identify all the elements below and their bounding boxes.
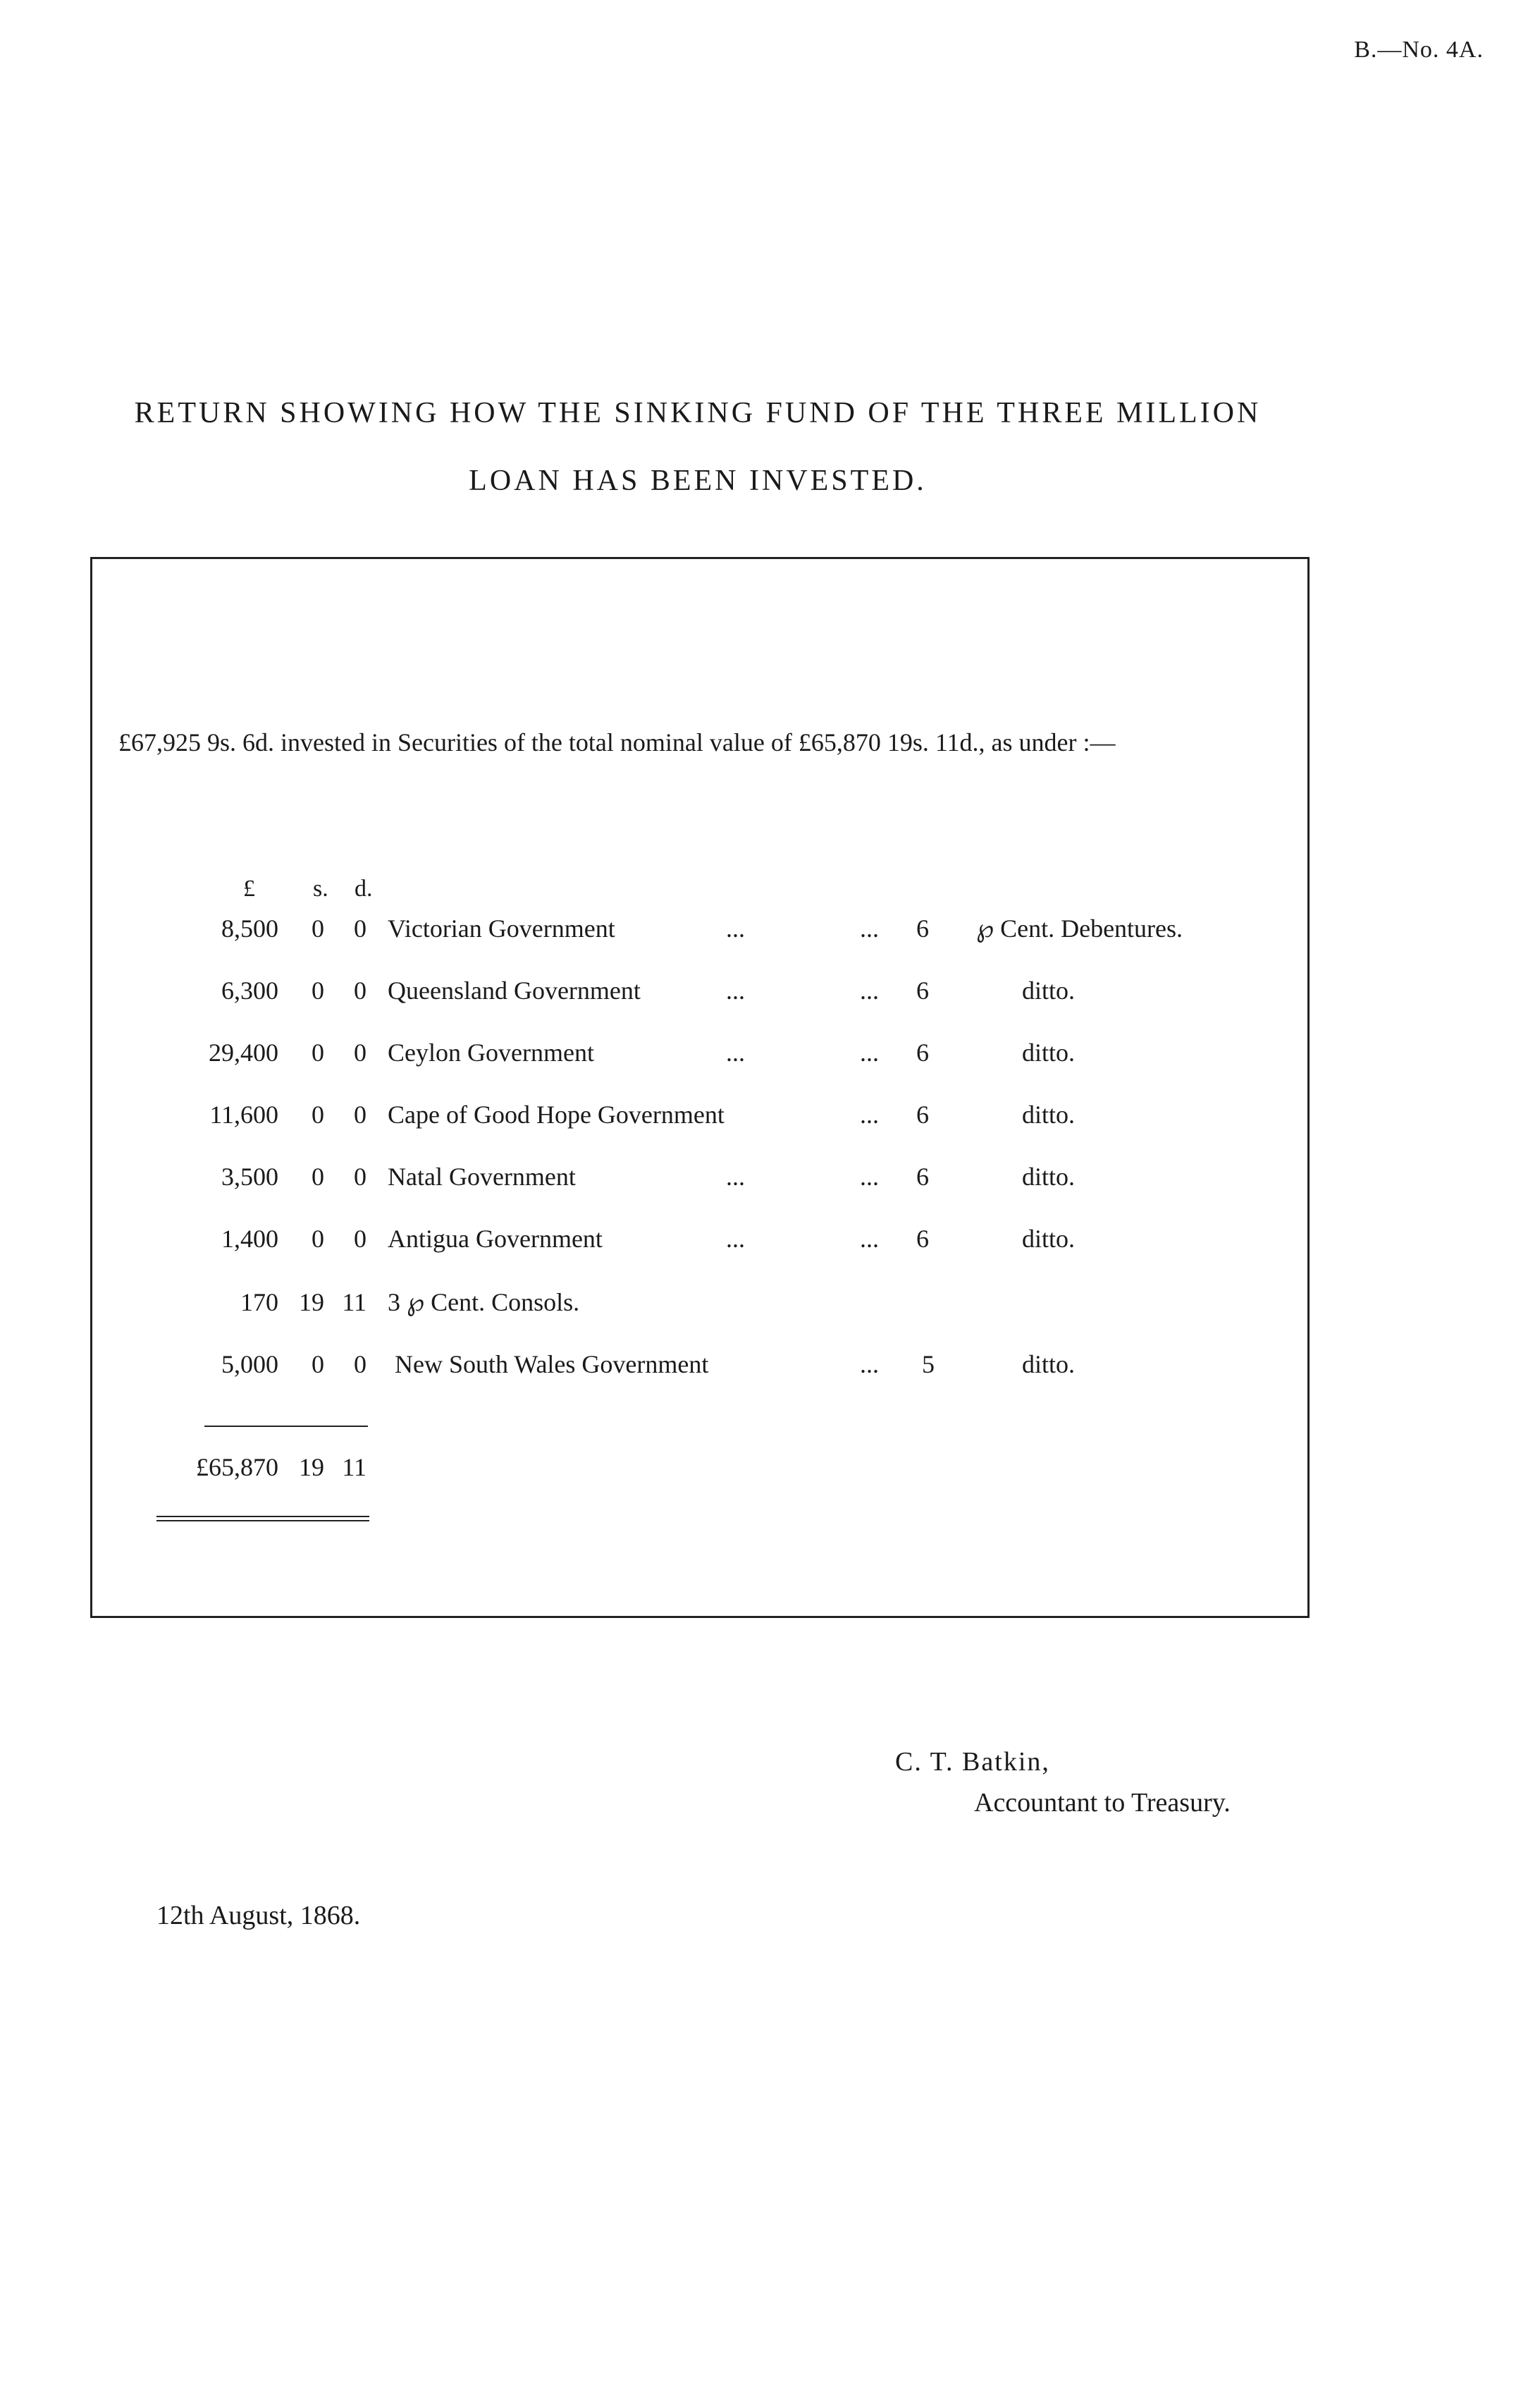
amount-shillings: 0 [312, 1038, 324, 1067]
amount-shillings: 0 [312, 976, 324, 1005]
security-description: ditto. [1022, 1038, 1076, 1067]
amount-pounds: 170 [240, 1288, 278, 1316]
amount-shillings: 0 [312, 914, 324, 943]
amount-pence: 0 [354, 1163, 366, 1191]
document-reference: B.—No. 4A. [1354, 37, 1484, 63]
leader-dots: ... [726, 1038, 745, 1067]
leader-dots: ... [860, 1163, 879, 1191]
total-double-rule [156, 1516, 369, 1521]
security-description: ℘ Cent. Debentures. [976, 914, 1183, 943]
amount-pounds: 5,000 [221, 1350, 278, 1378]
document-title [134, 379, 1262, 515]
header-shillings: s. [313, 876, 328, 902]
security-description: ditto. [1022, 1163, 1076, 1191]
intro-statement: £67,925 9s. 6d. invested in Securities of the total nominal value of £65,870 19s. 11d., as under :— [118, 728, 1116, 756]
interest-rate: 6 [916, 1163, 929, 1191]
amount-shillings: 19 [299, 1288, 324, 1316]
investment-row [0, 1038, 1540, 1080]
leader-dots: ... [726, 1225, 745, 1253]
investment-row [0, 1162, 1540, 1204]
signatory-role: Accountant to Treasury. [974, 1788, 1231, 1818]
amount-pence: 0 [354, 1101, 366, 1129]
amount-pence: 11 [342, 1288, 366, 1316]
total-rule [204, 1426, 368, 1427]
security-name: Queensland Government [388, 976, 641, 1005]
amount-pounds: 8,500 [221, 914, 278, 943]
interest-rate: 5 [922, 1350, 935, 1378]
security-description: ditto. [1022, 1225, 1076, 1253]
security-description: ditto. [1022, 1101, 1076, 1129]
leader-dots: ... [860, 1350, 879, 1378]
amount-shillings: 0 [312, 1225, 324, 1253]
security-name: Cape of Good Hope Government [388, 1101, 725, 1129]
security-name: 3 ℘ Cent. Consols. [388, 1288, 580, 1316]
investment-row [0, 1224, 1540, 1266]
total-pounds: £65,870 [196, 1453, 278, 1481]
leader-dots: ... [726, 914, 745, 943]
amount-pounds: 11,600 [209, 1101, 278, 1129]
total-shillings: 19 [299, 1453, 324, 1481]
interest-rate: 6 [916, 1038, 929, 1067]
amount-shillings: 0 [312, 1163, 324, 1191]
amount-pounds: 6,300 [221, 976, 278, 1005]
investment-row [0, 1349, 1540, 1392]
amount-shillings: 0 [312, 1350, 324, 1378]
amount-pounds: 29,400 [209, 1038, 278, 1067]
investment-row [0, 1100, 1540, 1142]
total-pence: 11 [342, 1453, 366, 1481]
security-description: ditto. [1022, 976, 1076, 1005]
header-pence: d. [355, 876, 373, 902]
leader-dots: ... [726, 976, 745, 1005]
signature-block [895, 1741, 1231, 1823]
amount-shillings: 0 [312, 1101, 324, 1129]
investment-row [0, 976, 1540, 1018]
title-line-2: LOAN HAS BEEN INVESTED. [469, 465, 927, 497]
amount-pence: 0 [354, 914, 366, 943]
security-name: Antigua Government [388, 1225, 603, 1253]
leader-dots: ... [860, 976, 879, 1005]
security-name: Ceylon Government [388, 1038, 594, 1067]
amount-pence: 0 [354, 976, 366, 1005]
leader-dots: ... [860, 1101, 879, 1129]
amount-pounds: 3,500 [221, 1163, 278, 1191]
security-name: Victorian Government [388, 914, 615, 943]
amount-pence: 0 [354, 1350, 366, 1378]
signatory-name: C. T. Batkin, [895, 1747, 1050, 1777]
document-date: 12th August, 1868. [156, 1901, 361, 1930]
leader-dots: ... [860, 1038, 879, 1067]
leader-dots: ... [860, 914, 879, 943]
interest-rate: 6 [916, 914, 929, 943]
security-description: ditto. [1022, 1350, 1076, 1378]
leader-dots: ... [860, 1225, 879, 1253]
header-pounds: £ [243, 876, 255, 902]
interest-rate: 6 [916, 1225, 929, 1253]
leader-dots: ... [726, 1163, 745, 1191]
amount-pence: 0 [354, 1038, 366, 1067]
interest-rate: 6 [916, 1101, 929, 1129]
amount-pence: 0 [354, 1225, 366, 1253]
investment-row [0, 1287, 1540, 1330]
amount-pounds: 1,400 [221, 1225, 278, 1253]
security-name: New South Wales Government [395, 1350, 709, 1378]
interest-rate: 6 [916, 976, 929, 1005]
investment-row [0, 914, 1540, 956]
security-name: Natal Government [388, 1163, 576, 1191]
title-line-1: RETURN SHOWING HOW THE SINKING FUND OF THE THREE MILLION [134, 397, 1262, 429]
